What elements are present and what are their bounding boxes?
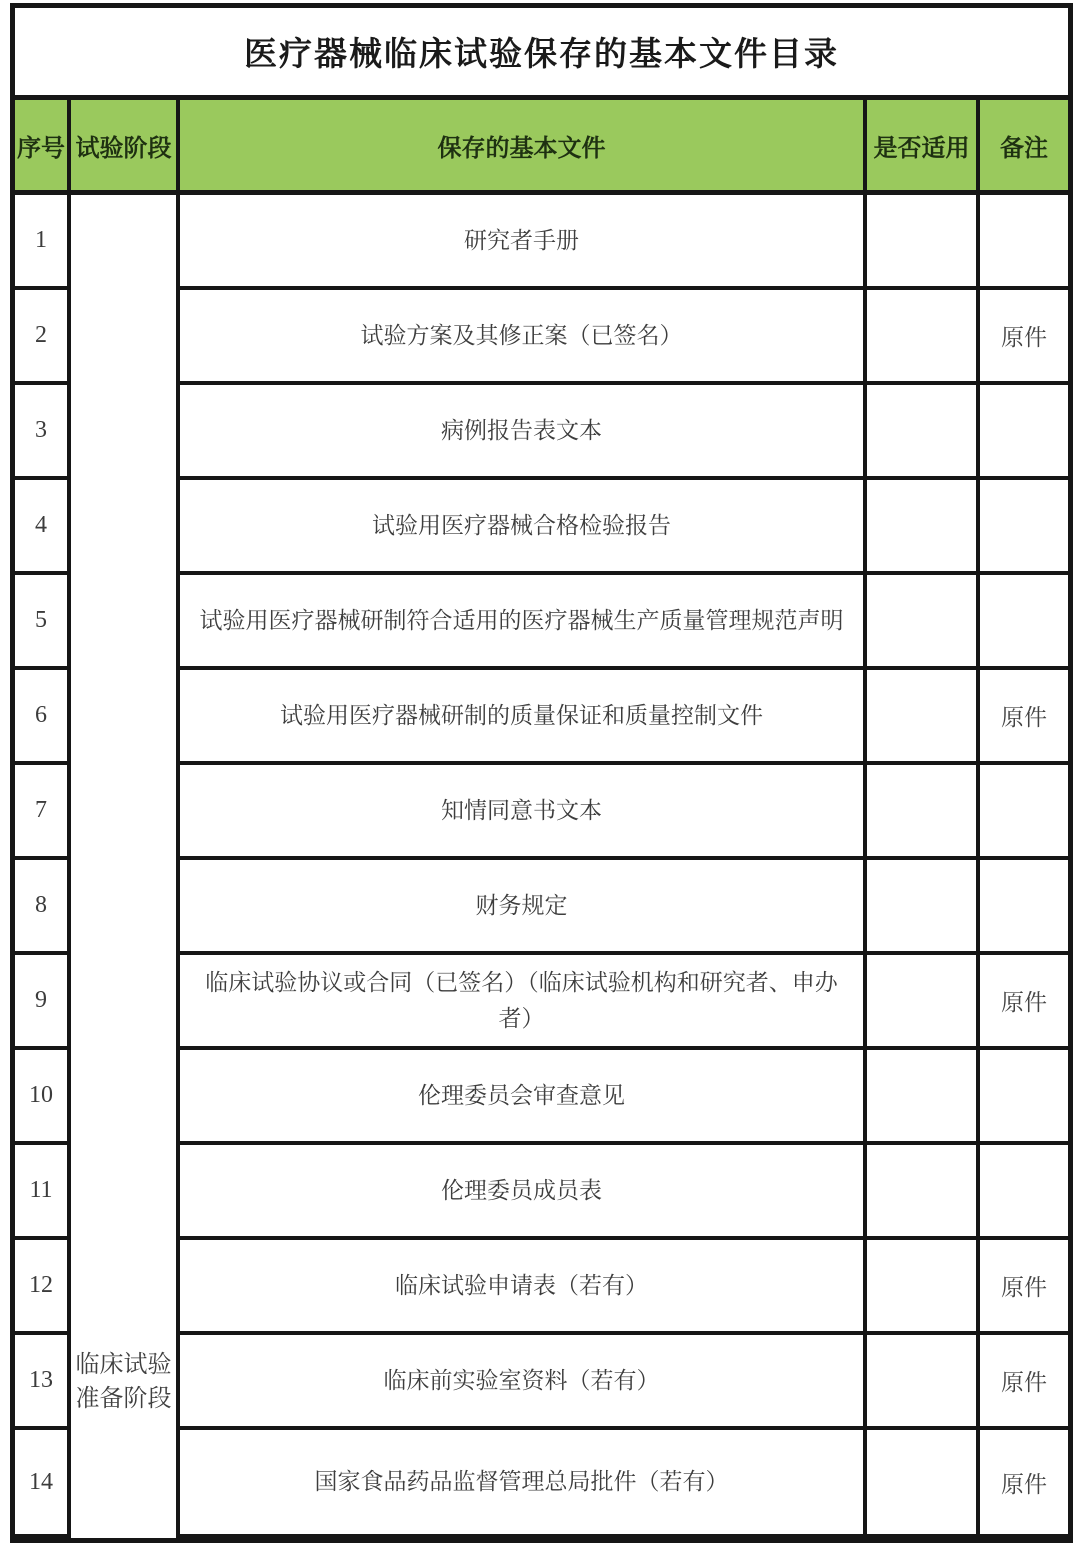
- row-applicable: [867, 1430, 980, 1538]
- row-remark: 原件: [980, 955, 1068, 1050]
- row-document: 国家食品药品监督管理总局批件（若有）: [180, 1430, 867, 1538]
- row-remark: [980, 575, 1068, 670]
- row-no: 13: [15, 1335, 71, 1430]
- row-remark: [980, 1145, 1068, 1240]
- row-document: 研究者手册: [180, 195, 867, 290]
- row-remark: 原件: [980, 1430, 1068, 1538]
- row-applicable: [867, 385, 980, 480]
- row-document: 试验方案及其修正案（已签名）: [180, 290, 867, 385]
- row-remark: [980, 195, 1068, 290]
- row-document: 知情同意书文本: [180, 765, 867, 860]
- row-remark: 原件: [980, 1335, 1068, 1430]
- row-document: 临床试验申请表（若有）: [180, 1240, 867, 1335]
- row-no: 10: [15, 1050, 71, 1145]
- row-document: 试验用医疗器械研制的质量保证和质量控制文件: [180, 670, 867, 765]
- col-header-remark: 备注: [980, 100, 1068, 195]
- row-no: 14: [15, 1430, 71, 1538]
- row-remark: [980, 1050, 1068, 1145]
- table-grid: [15, 100, 1068, 1538]
- col-header-document: 保存的基本文件: [180, 100, 867, 195]
- row-no: 4: [15, 480, 71, 575]
- row-remark: [980, 765, 1068, 860]
- document-table: [10, 3, 1073, 1543]
- row-document: 临床试验协议或合同（已签名）（临床试验机构和研究者、申办者）: [180, 955, 867, 1050]
- row-no: 12: [15, 1240, 71, 1335]
- row-remark: [980, 385, 1068, 480]
- row-applicable: [867, 860, 980, 955]
- col-header-no: 序号: [15, 100, 71, 195]
- title-bar: [15, 8, 1068, 100]
- row-applicable: [867, 670, 980, 765]
- row-remark: 原件: [980, 670, 1068, 765]
- row-applicable: [867, 480, 980, 575]
- row-document: 试验用医疗器械合格检验报告: [180, 480, 867, 575]
- row-no: 8: [15, 860, 71, 955]
- row-document: 伦理委员成员表: [180, 1145, 867, 1240]
- row-document: 试验用医疗器械研制符合适用的医疗器械生产质量管理规范声明: [180, 575, 867, 670]
- row-no: 9: [15, 955, 71, 1050]
- row-document: 财务规定: [180, 860, 867, 955]
- row-no: 7: [15, 765, 71, 860]
- row-no: 3: [15, 385, 71, 480]
- row-remark: [980, 480, 1068, 575]
- row-no: 1: [15, 195, 71, 290]
- row-no: 5: [15, 575, 71, 670]
- col-header-applicable: 是否适用: [867, 100, 980, 195]
- row-remark: 原件: [980, 290, 1068, 385]
- row-applicable: [867, 765, 980, 860]
- row-document: 临床前实验室资料（若有）: [180, 1335, 867, 1430]
- stage-label: 临床试验准备阶段: [75, 1352, 172, 1412]
- row-applicable: [867, 575, 980, 670]
- row-applicable: [867, 1050, 980, 1145]
- row-no: 2: [15, 290, 71, 385]
- row-remark: 原件: [980, 1240, 1068, 1335]
- row-applicable: [867, 290, 980, 385]
- page-title: 医疗器械临床试验保存的基本文件目录: [244, 37, 839, 73]
- row-applicable: [867, 955, 980, 1050]
- row-no: 6: [15, 670, 71, 765]
- row-applicable: [867, 1240, 980, 1335]
- row-document: 伦理委员会审查意见: [180, 1050, 867, 1145]
- row-applicable: [867, 1145, 980, 1240]
- row-applicable: [867, 195, 980, 290]
- row-document: 病例报告表文本: [180, 385, 867, 480]
- stage-merged-cell: [71, 195, 180, 1538]
- col-header-stage: 试验阶段: [71, 100, 180, 195]
- row-remark: [980, 860, 1068, 955]
- row-applicable: [867, 1335, 980, 1430]
- row-no: 11: [15, 1145, 71, 1240]
